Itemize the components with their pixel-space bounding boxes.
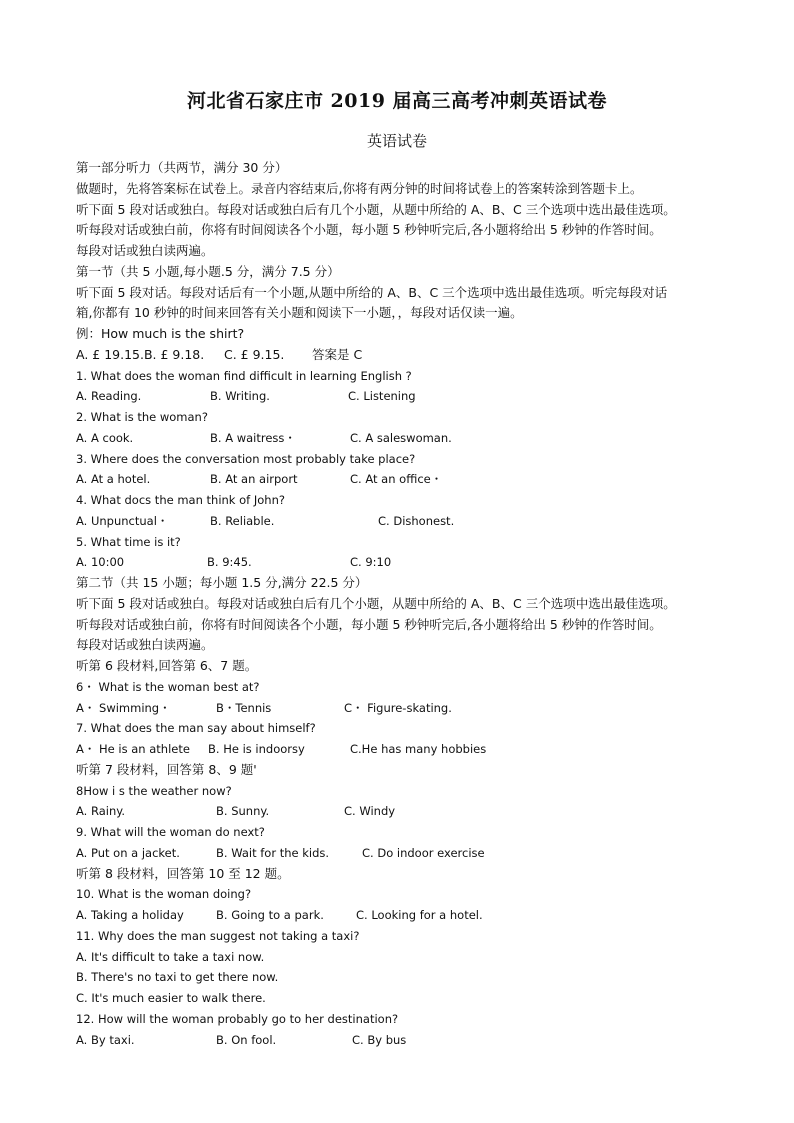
answer-option: B. At an airport bbox=[210, 472, 298, 487]
options-line bbox=[76, 386, 736, 407]
answer-option: C. Do indoor exercise bbox=[362, 845, 485, 860]
text-line: 听第 8 段材料，回答第 10 至 12 题。 bbox=[76, 865, 290, 881]
text-line: 听下面 5 段对话或独白。每段对话或独白后有几个小题，从题中所给的 A、B、C 三个选项中选出最佳选项。 bbox=[76, 595, 676, 611]
answer-option: C. By bus bbox=[352, 1032, 407, 1047]
answer-option: B. Writing. bbox=[210, 389, 270, 404]
text-line: C. It's much easier to walk there. bbox=[76, 991, 266, 1005]
text-line: 6・ What is the woman best at? bbox=[76, 679, 260, 694]
text-line: 11. Why does the man suggest not taking a taxi? bbox=[76, 928, 360, 943]
answer-option: C. Windy bbox=[344, 804, 396, 819]
page-subtitle: 英语试卷 bbox=[366, 132, 427, 150]
text-line: 做题时，先将答案标在试卷上。录音内容结束后,你将有两分钟的时间将试卷上的答案转涂到答题卡上。 bbox=[76, 180, 643, 196]
text-line: 听每段对话或独白前，你将有时间阅读各个小题，每小题 5 秒钟听完后,各小题将给出 5 秒钟的作答时间。 bbox=[76, 616, 662, 632]
answer-option: B. Going to a park. bbox=[216, 908, 324, 922]
options-line bbox=[76, 511, 736, 532]
text-line: 第一部分听力（共两节，满分 30 分） bbox=[76, 160, 288, 175]
text-line: 10. What is the woman doing? bbox=[76, 887, 252, 902]
answer-option: C. £ 9.15. bbox=[224, 346, 285, 362]
text-line: 例：How much is the shirt? bbox=[76, 326, 245, 341]
answer-option: A. At a hotel. bbox=[76, 472, 151, 487]
text-line: 第一节（共 5 小题,每小题.5 分，满分 7.5 分） bbox=[76, 263, 340, 279]
answer-option: B. 9:45. bbox=[207, 555, 252, 570]
answer-option: A・ Swimming・ bbox=[76, 700, 171, 715]
answer-option: A. Reading. bbox=[76, 389, 142, 404]
answer-option: B. A waitress・ bbox=[210, 430, 296, 445]
text-line: B. There's no taxi to get there now. bbox=[76, 970, 279, 985]
text-line: 1. What does the woman find difficult in learning English ? bbox=[76, 368, 412, 383]
answer-option: A. Taking a holiday bbox=[76, 908, 184, 922]
answer-option: A. By taxi. bbox=[76, 1032, 135, 1047]
answer-option: C・ Figure-skating. bbox=[344, 700, 452, 715]
options-line bbox=[76, 801, 736, 822]
answer-option: A・ He is an athlete bbox=[76, 742, 190, 756]
answer-option: C. Listening bbox=[348, 389, 416, 404]
answer-option: A. 10:00 bbox=[76, 555, 125, 570]
answer-option: B. Wait for the kids. bbox=[216, 845, 330, 860]
text-line: 听下面 5 段对话或独白。每段对话或独白后有几个小题，从题中所给的 A、B、C 三个选项中选出最佳选项。 bbox=[76, 201, 676, 217]
options-line bbox=[76, 1030, 736, 1051]
answer-option: A. Rainy. bbox=[76, 804, 126, 819]
options-line bbox=[76, 739, 736, 760]
answer-option: A. Put on a jacket. bbox=[76, 845, 180, 860]
answer-option: B. On fool. bbox=[216, 1032, 277, 1047]
text-line: 7. What does the man say about himself? bbox=[76, 721, 316, 736]
text-line: 4. What docs the man think of John? bbox=[76, 493, 285, 507]
text-line: 每段对话或独白读两遍。 bbox=[76, 243, 214, 258]
answer-option: C. Looking for a hotel. bbox=[356, 908, 483, 922]
text-line: 箱,你都有 10 秒钟的时间来回答有关小题和阅读下一小题，，每段对话仅读一遍。 bbox=[76, 305, 523, 321]
options-line bbox=[76, 345, 736, 366]
options-line bbox=[76, 469, 736, 490]
answer-option: C. A saleswoman. bbox=[350, 430, 452, 445]
text-line: 3. Where does the conversation most probably take place? bbox=[76, 451, 416, 466]
options-line bbox=[76, 428, 736, 449]
answer-option: B. Sunny. bbox=[216, 804, 270, 819]
text-line: 5. What time is it? bbox=[76, 534, 181, 549]
text-line: 听第 6 段材料,回答第 6、7 题。 bbox=[76, 658, 258, 673]
answer-option: C. At an office・ bbox=[350, 472, 443, 487]
answer-option: B. He is indoorsy bbox=[208, 742, 305, 756]
options-line bbox=[76, 905, 736, 926]
text-line: 第二节（共 15 小题；每小题 1.5 分,满分 22.5 分） bbox=[76, 575, 368, 590]
text-line: 听每段对话或独白前，你将有时间阅读各个小题，每小题 5 秒钟听完后,各小题将给出 5 秒钟的作答时间。 bbox=[76, 222, 662, 238]
answer-option: C. Dishonest. bbox=[378, 513, 455, 528]
text-line: 每段对话或独白读两遍。 bbox=[76, 637, 214, 653]
answer-option: A. Unpunctual・ bbox=[76, 513, 169, 528]
text-line: 9. What will the woman do next? bbox=[76, 825, 265, 839]
answer-option: B. Reliable. bbox=[210, 513, 275, 528]
answer-option: A. A cook. bbox=[76, 430, 134, 445]
answer-option: B・Tennis bbox=[216, 700, 272, 715]
text-line: 听第 7 段材料，回答第 8、9 题' bbox=[76, 761, 257, 777]
answer-option: C. 9:10 bbox=[350, 555, 392, 570]
answer-option: C.He has many hobbies bbox=[350, 742, 487, 756]
text-line: A. It's difficult to take a taxi now. bbox=[76, 949, 265, 964]
options-line bbox=[76, 843, 736, 864]
answer-option: A. £ 19.15.B. £ 9.18. bbox=[76, 346, 205, 362]
options-line bbox=[76, 698, 736, 719]
text-line: 听下面 5 段对话。每段对话后有一个小题,从题中所给的 A、B、C 三个选项中选出最佳选项。听完每段对话 bbox=[76, 284, 668, 300]
answer-option: 答案是 C bbox=[312, 346, 363, 362]
text-line: 8How i s the weather now? bbox=[76, 783, 232, 798]
options-line bbox=[76, 552, 736, 573]
text-line: 2. What is the woman? bbox=[76, 410, 208, 424]
text-line: 12. How will the woman probably go to her destination? bbox=[76, 1011, 399, 1026]
exam-body bbox=[76, 158, 736, 1050]
page-title: 河北省石家庄市 2019 届高三高考冲刺英语试卷 bbox=[186, 90, 608, 112]
